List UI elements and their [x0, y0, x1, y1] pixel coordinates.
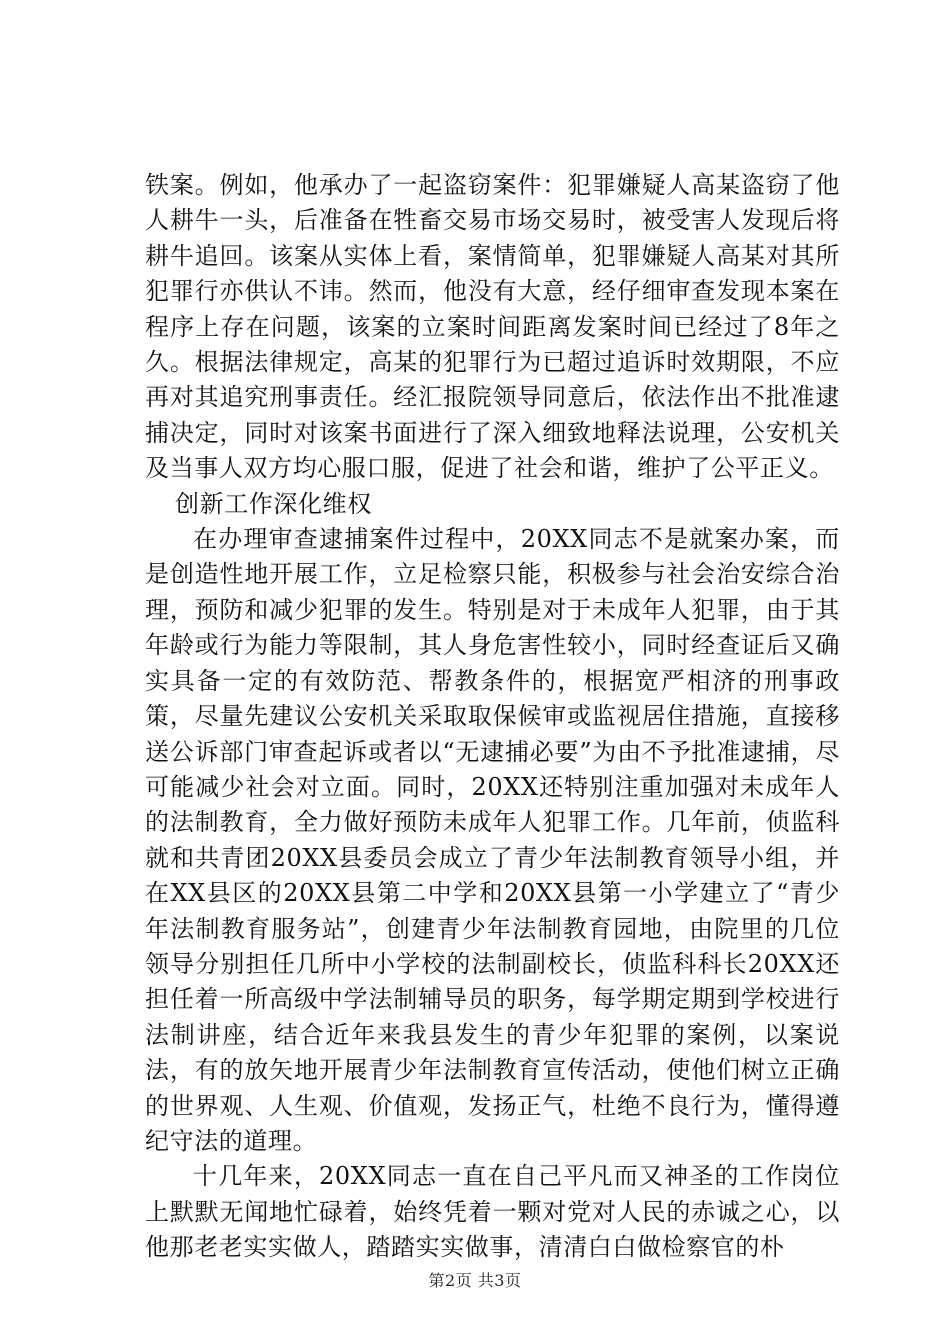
- paragraph-conclusion: 十几年来，20XX同志一直在自己平凡而又神圣的工作岗位上默默无闻地忙碌着，始终凭着一颗对党对人民的赤诚之心，以他那老老实实做人，踏踏实实做事，清清白白做检察官的朴: [145, 1162, 840, 1262]
- page-footer: 第2页 共3页: [428, 1271, 522, 1290]
- paragraph-case-example: 铁案。例如，他承办了一起盗窃案件：犯罪嫌疑人高某盗窃了他人耕牛一头，后准备在牲畜交易市场交易时，被受害人发现后将耕牛追回。该案从实体上看，案情简单，犯罪嫌疑人高某对其所犯罪行亦供认不讳。然而，他没有大意，经仔细审查发现本案在程序上存在问题，该案的立案时间距离发案时间已经过了8年之久。根据法律规定，高某的犯罪行为已超过追诉时效期限，不应再对其追究刑事责任。经汇报院领导同意后，依法作出不批准逮捕决定，同时对该案书面进行了深入细致地释法说理，公安机关及当事人双方均心服口服，促进了社会和谐，维护了公平正义。: [145, 171, 840, 483]
- paragraph-innovation: 在办理审查逮捕案件过程中，20XX同志不是就案办案，而是创造性地开展工作，立足检察只能，积极参与社会治安综合治理，预防和减少犯罪的发生。特别是对于未成年人犯罪，由于其年龄或行为能力等限制，其人身危害性较小，同时经查证后又确实具备一定的有效防范、帮教条件的，根据宽严相济的刑事政策，尽量先建议公安机关采取取保候审或监视居住措施，直接移送公诉部门审查起诉或者以“无逮捕必要”为由不予批准逮捕，尽可能减少社会对立面。同时，20XX还特别注重加强对未成年人的法制教育，全力做好预防未成年人犯罪工作。几年前，侦监科就和共青团20XX县委员会成立了青少年法制教育领导小组，并在XX县区的20XX县第二中学和20XX县第一小学建立了“青少年法制教育服务站”，创建青少年法制教育园地，由院里的几位领导分别担任几所中小学校的法制副校长，侦监科科长20XX还担任着一所高级中学法制辅导员的职务，每学期定期到学校进行法制讲座，结合近年来我县发生的青少年犯罪的案例，以案说法，有的放矢地开展青少年法制教育宣传活动，使他们树立正确的世界观、人生观、价值观，发扬正气，杜绝不良行为，懂得遵纪守法的道理。: [145, 525, 840, 1155]
- section-heading: 创新工作深化维权: [175, 489, 372, 518]
- document-body: [145, 168, 840, 1266]
